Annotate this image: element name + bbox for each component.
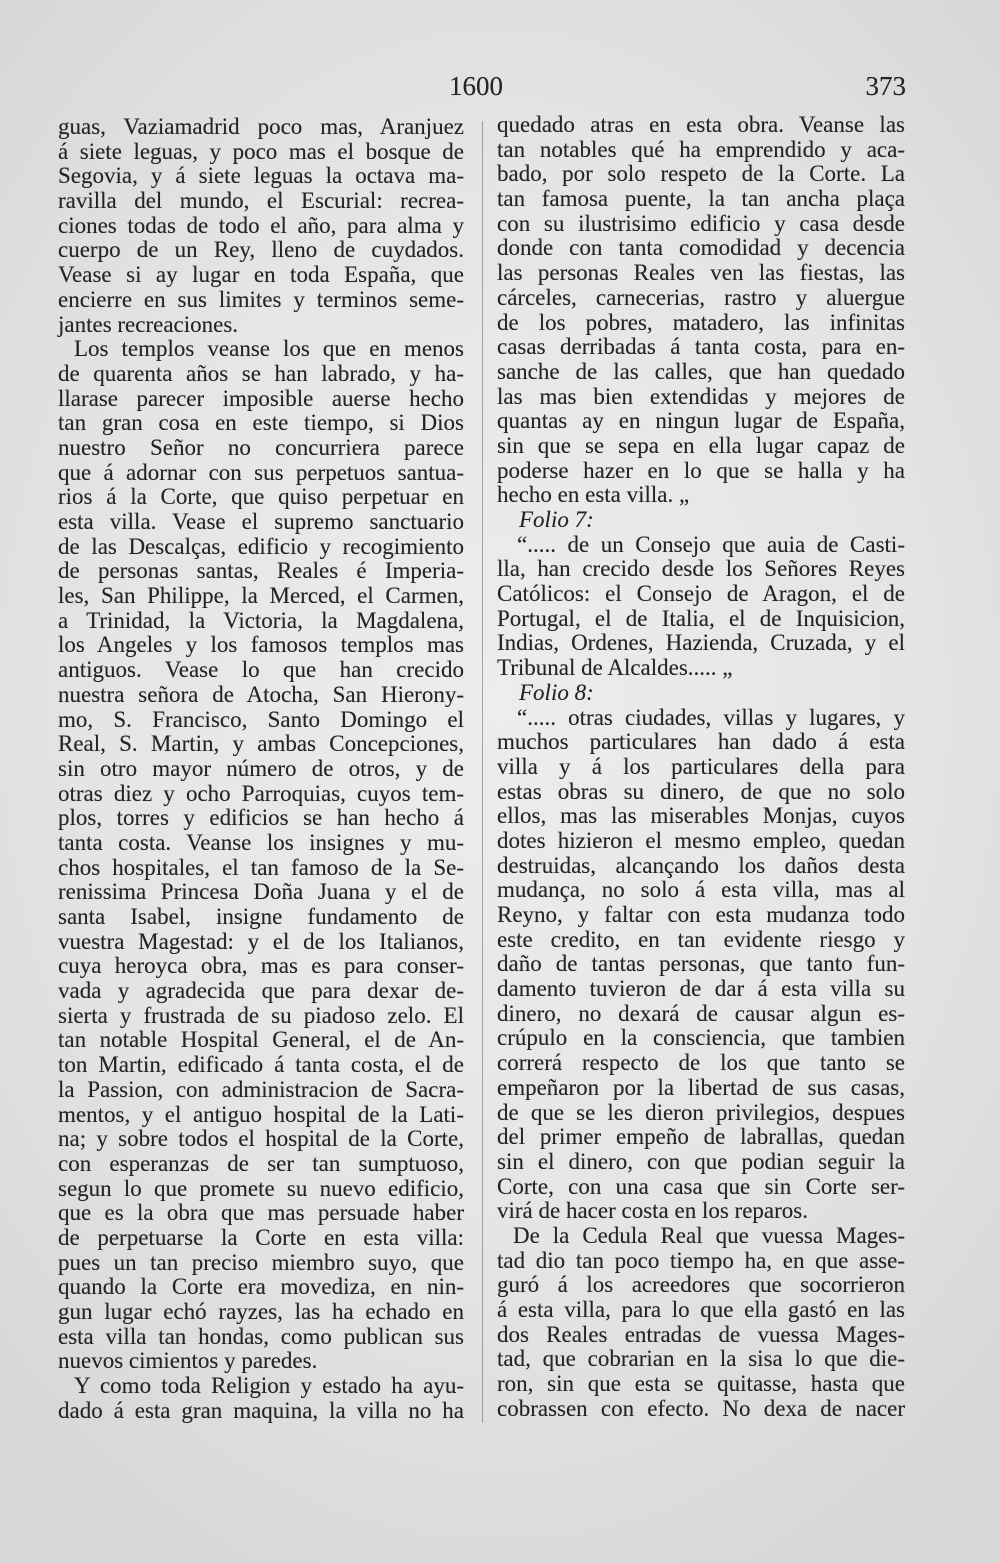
text-line: esta villa tan hondas, como publican sus bbox=[58, 1323, 464, 1349]
column-rule bbox=[482, 121, 483, 1423]
text-line: Reyno, y faltar con esta mudanza todo bbox=[497, 902, 905, 927]
text-line: de los pobres, matadero, las infinitas bbox=[497, 309, 905, 335]
text-line: Segovia, y á siete leguas la octava ma- bbox=[58, 163, 464, 189]
text-line: dos Reales entradas de vuessa Mages- bbox=[497, 1321, 905, 1347]
text-line: quando la Corte era movediza, en nin- bbox=[58, 1274, 464, 1300]
text-line: jantes recreaciones. bbox=[58, 311, 239, 337]
text-line: empeñaron por la libertad de sus casas, bbox=[497, 1074, 905, 1100]
text-line: nuestra señora de Atocha, San Hierony- bbox=[58, 681, 464, 707]
text-line: nuestro Señor no concurriera parece bbox=[58, 434, 464, 460]
text-line: dado á esta gran maquina, la villa no ha bbox=[58, 1397, 464, 1423]
text-line: destruidas, alcançando los daños desta bbox=[497, 852, 905, 878]
folio-label bbox=[497, 508, 905, 533]
text-line: quantas ay en ningun lugar de España, bbox=[497, 408, 905, 434]
text-line: dotes hizieron el mesmo empleo, quedan bbox=[497, 827, 905, 853]
paragraph bbox=[497, 113, 905, 508]
text-line: virá de hacer costa en los reparos. bbox=[497, 1198, 808, 1224]
text-line: ciones todas de todo el año, para alma y bbox=[58, 212, 464, 238]
text-line: Corte, con una casa que sin Corte ser- bbox=[497, 1173, 905, 1199]
text-line: con esperanzas de ser tan sumptuoso, bbox=[58, 1150, 464, 1176]
text-line: ravilla del mundo, el Escurial: recrea- bbox=[58, 188, 464, 214]
text-line: las personas Reales ven las fiestas, las bbox=[497, 260, 905, 286]
text-line: Los templos veanse los que en menos bbox=[74, 336, 464, 362]
text-line: á esta villa, para lo que ella gastó en las bbox=[497, 1297, 905, 1322]
text-line: de quarenta años se han labrado, y ha- bbox=[58, 360, 464, 386]
text-line: llarase parecer imposible auerse hecho bbox=[58, 385, 464, 411]
text-line: santa Isabel, insigne fundamento de bbox=[58, 904, 464, 929]
folio-label-text: Folio 8: bbox=[519, 679, 594, 705]
text-line: guas, Vaziamadrid poco mas, Aranjuez bbox=[58, 114, 464, 139]
text-line: pues un tan preciso miembro suyo, que bbox=[58, 1249, 464, 1275]
text-line: poderse hazer en lo que se halla y ha bbox=[497, 457, 905, 483]
text-line: daño de tantas personas, que tanto fun- bbox=[497, 951, 905, 977]
text-line: chos hospitales, el tan famoso de la Se- bbox=[58, 854, 464, 880]
text-line: sanche de las calles, que han quedado bbox=[497, 358, 905, 384]
text-line: bado, por solo respeto de la Corte. La bbox=[497, 161, 905, 187]
text-line: a Trinidad, la Victoria, la Magdalena, bbox=[58, 607, 464, 633]
text-line: del primer empeño de labrallas, quedan bbox=[497, 1124, 905, 1150]
text-line: nuevos cimientos y paredes. bbox=[58, 1348, 318, 1374]
text-line: mudança, no solo á esta villa, mas al bbox=[497, 877, 905, 903]
right-column bbox=[497, 113, 905, 1421]
text-line: “..... otras ciudades, villas y lugares, y bbox=[517, 704, 905, 730]
text-line: ellos, mas las miserables Monjas, cuyos bbox=[497, 803, 905, 829]
text-line: cuerpo de un Rey, lleno de cuydados. bbox=[58, 237, 464, 263]
text-line: les, San Philippe, la Merced, el Carmen, bbox=[58, 583, 464, 609]
text-line: ron, sin que esta se quitasse, hasta que bbox=[497, 1371, 905, 1397]
folio-label-text: Folio 7: bbox=[519, 507, 594, 532]
text-line: encierre en sus limites y terminos seme- bbox=[58, 286, 464, 312]
text-line: sierta y frustrada de su piadoso zelo. El bbox=[58, 1002, 464, 1028]
text-line: antiguos. Vease lo que han crecido bbox=[58, 657, 464, 683]
text-line: de las Descalças, edificio y recogimiento bbox=[58, 533, 464, 559]
text-line: Católicos: el Consejo de Aragon, el de bbox=[497, 581, 905, 607]
paragraph bbox=[58, 337, 464, 1374]
text-line: que es la obra que mas persuade haber bbox=[58, 1200, 464, 1226]
text-line: Indias, Ordenes, Hazienda, Cruzada, y el bbox=[497, 630, 905, 656]
text-line: segun lo que promete su nuevo edificio, bbox=[58, 1175, 464, 1201]
text-line: tan notable Hospital General, el de An- bbox=[58, 1027, 464, 1053]
text-line: Real, S. Martin, y ambas Concepciones, bbox=[58, 731, 464, 757]
text-line: Portugal, el de Italia, el de Inquisicion, bbox=[497, 605, 905, 631]
text-line: rios á la Corte, que quiso perpetuar en bbox=[58, 484, 464, 510]
text-line: que á adornar con sus perpetuos santua- bbox=[58, 459, 464, 485]
text-line: Y como toda Religion y estado ha ayu- bbox=[74, 1373, 464, 1399]
text-line: gun lugar echó rayzes, las ha echado en bbox=[58, 1299, 464, 1324]
text-line: donde con tanta comodidad y decencia bbox=[497, 235, 905, 261]
text-line: mo, S. Francisco, Santo Domingo el bbox=[58, 706, 464, 732]
text-line: “..... de un Consejo que auia de Casti- bbox=[517, 531, 905, 557]
text-line: muchos particulares han dado á esta bbox=[497, 729, 905, 755]
text-line: otras diez y ocho Parroquias, cuyos tem- bbox=[58, 780, 464, 806]
page-number: 373 bbox=[865, 71, 906, 101]
text-line: tad, que cobrarian en la sisa lo que die- bbox=[497, 1346, 905, 1372]
left-column bbox=[58, 115, 464, 1423]
text-line: cuya heroyca obra, mas es para conser- bbox=[58, 953, 464, 979]
text-line: tad dio tan poco tiempo ha, en que asse- bbox=[497, 1247, 905, 1273]
text-line: ton Martin, edificado á tanta costa, el de bbox=[58, 1052, 464, 1078]
text-line: mentos, y el antiguo hospital de la Lati- bbox=[58, 1101, 464, 1127]
text-line: tan gran cosa en este tiempo, si Dios bbox=[58, 410, 464, 436]
text-line: hecho en esta villa. „ bbox=[497, 482, 690, 508]
text-line: á siete leguas, y poco mas el bosque de bbox=[58, 138, 464, 164]
text-line: este credito, en tan evidente riesgo y bbox=[497, 926, 905, 952]
running-head-year: 1600 bbox=[449, 71, 503, 101]
text-line: dinero, no dexará de causar algun es- bbox=[497, 1000, 905, 1026]
text-line: Tribunal de Alcaldes..... „ bbox=[497, 655, 733, 681]
text-line: con su ilustrisimo edificio y casa desde bbox=[497, 210, 905, 236]
text-line: na; y sobre todos el hospital de la Corte, bbox=[58, 1126, 464, 1152]
folio-label bbox=[497, 681, 905, 706]
text-line: plos, torres y edificios se han hecho á bbox=[58, 805, 464, 831]
text-line: lla, han crecido desde los Señores Reyes bbox=[497, 556, 905, 582]
text-line: estas obras su dinero, de que no solo bbox=[497, 778, 905, 804]
quotation-block bbox=[497, 533, 905, 681]
paragraph bbox=[497, 1224, 905, 1422]
text-line: villa y á los particulares della para bbox=[497, 753, 905, 779]
text-line: casas derribadas á tanta costa, para en- bbox=[497, 334, 905, 360]
text-line: vada y agradecida que para dexar de- bbox=[58, 978, 464, 1004]
text-line: los Angeles y los famosos templos mas bbox=[58, 632, 464, 658]
text-line: sin otro mayor número de otros, y de bbox=[58, 755, 464, 781]
quotation-block bbox=[497, 706, 905, 1224]
text-line: la Passion, con administracion de Sacra- bbox=[58, 1076, 464, 1102]
text-line: guró á los acreedores que socorrieron bbox=[497, 1272, 905, 1298]
text-line: de que se les dieron privilegios, despues bbox=[497, 1099, 905, 1125]
text-line: damento tuvieron de dar á esta villa su bbox=[497, 976, 905, 1002]
text-line: Vease si ay lugar en toda España, que bbox=[58, 262, 464, 288]
text-line: tan famosa puente, la tan ancha plaça bbox=[497, 186, 905, 212]
text-line: quedado atras en esta obra. Veanse las bbox=[497, 112, 905, 137]
text-line: sin el dinero, con que podian seguir la bbox=[497, 1148, 905, 1174]
text-line: tan notables qué ha emprendido y aca- bbox=[497, 136, 905, 162]
text-line: sin que se sepa en ella lugar capaz de bbox=[497, 432, 905, 458]
text-line: tanta costa. Veanse los insignes y mu- bbox=[58, 829, 464, 855]
text-line: las mas bien extendidas y mejores de bbox=[497, 383, 905, 409]
text-line: De la Cedula Real que vuessa Mages- bbox=[513, 1222, 905, 1248]
text-line: crúpulo en la consciencia, que tambien bbox=[497, 1025, 905, 1051]
text-line: cárceles, carnecerias, rastro y aluergue bbox=[497, 284, 905, 310]
text-line: cobrassen con efecto. No dexa de nacer bbox=[497, 1395, 905, 1421]
paragraph bbox=[58, 1374, 464, 1423]
text-line: correrá respecto de los que tanto se bbox=[497, 1050, 905, 1076]
text-line: de personas santas, Reales é Imperia- bbox=[58, 558, 464, 584]
paragraph bbox=[58, 115, 464, 337]
text-line: renissima Princesa Doña Juana y el de bbox=[58, 879, 464, 905]
text-line: esta villa. Vease el supremo sanctuario bbox=[58, 509, 464, 534]
text-line: vuestra Magestad: y el de los Italianos, bbox=[58, 928, 464, 954]
text-line: de perpetuarse la Corte en esta villa: bbox=[58, 1224, 464, 1250]
